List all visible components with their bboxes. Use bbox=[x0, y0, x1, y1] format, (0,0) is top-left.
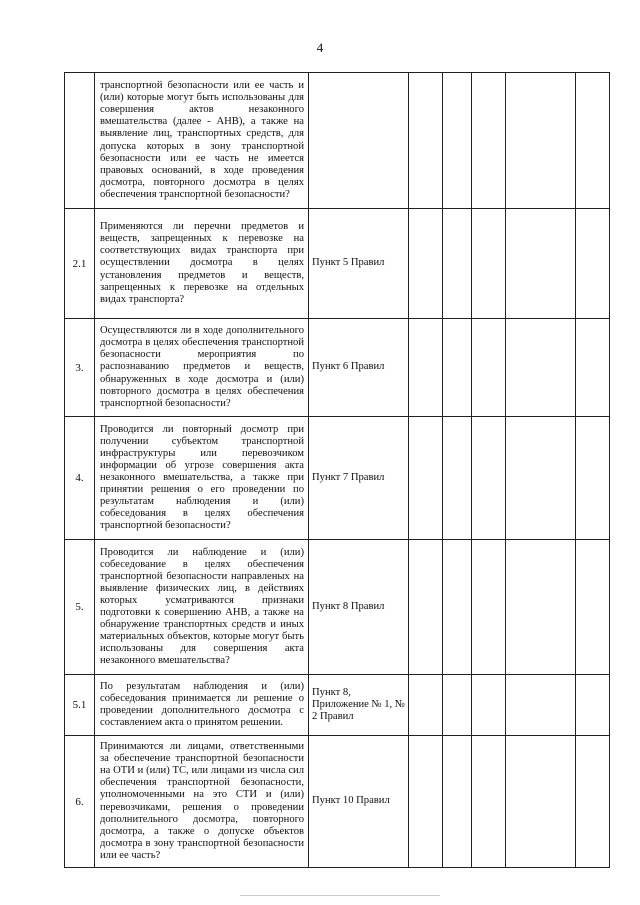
row-number: 5.1 bbox=[65, 675, 95, 736]
answer-cell[interactable] bbox=[576, 73, 610, 209]
reference-text: Пункт 7 Правил bbox=[312, 471, 385, 483]
answer-cell[interactable] bbox=[409, 675, 443, 736]
table-row bbox=[65, 736, 610, 868]
row-number bbox=[65, 73, 95, 209]
answer-cell[interactable] bbox=[443, 736, 472, 868]
question-text: транспортной безопасности или ее часть и (или) которые могут быть использованы для совершения актов незаконного вмешательства (далее - АНВ), а также на выявление лиц, транспортных средств, для допуска которых в зону транспортной безопасности или ее часть не имеется правовых оснований, в ходе проведения досмотра, повторного досмотра в целях обеспечения транспортной безопасности? bbox=[100, 80, 304, 200]
answer-cell[interactable] bbox=[506, 675, 576, 736]
row-number: 2.1 bbox=[65, 209, 95, 319]
answer-cell[interactable] bbox=[472, 675, 506, 736]
answer-cell[interactable] bbox=[409, 319, 443, 417]
answer-cell[interactable] bbox=[443, 417, 472, 540]
question-text: По результатам наблюдения и (или) собеседования принимается ли решение о проведении дополнительного досмотра с составлением акта о принятом решении. bbox=[100, 680, 304, 729]
reference-text: Пункт 10 Правил bbox=[312, 795, 390, 807]
answer-cell[interactable] bbox=[576, 319, 610, 417]
question-text: Проводится ли наблюдение и (или) собеседование в целях обеспечения транспортной безопасности направленых на выявление физических лиц, в действиях которых усматриваются признаки подготовки к совершению АНВ, а также на обнаружение транспортных средств и иных материальных объектов, которые могут быть использованы для совершения акта незаконного вмешательства? bbox=[100, 546, 304, 667]
answer-cell[interactable] bbox=[506, 417, 576, 540]
table-row bbox=[65, 209, 610, 319]
answer-cell[interactable] bbox=[409, 417, 443, 540]
row-number: 5. bbox=[65, 540, 95, 675]
answer-cell[interactable] bbox=[472, 319, 506, 417]
question-text: Осуществляются ли в ходе дополнительного досмотра в целях обеспечения транспортной безопасности мероприятия по распознаванию предметов и веществ, обнаруженных в ходе досмотра и (или) повторного досмотра в целях обеспечения транспортной безопасности? bbox=[100, 325, 304, 409]
answer-cell[interactable] bbox=[409, 736, 443, 868]
answer-cell[interactable] bbox=[443, 675, 472, 736]
table-row bbox=[65, 417, 610, 540]
question-text: Проводится ли повторный досмотр при получении субъектом транспортной инфраструктуры или перевозчиком информации об угрозе совершения акта незаконного вмешательства, а также при принятии решения о его проведении по результатам наблюдения и (или) собеседования в целях обеспечения транспортной безопасности? bbox=[100, 423, 304, 532]
answer-cell[interactable] bbox=[472, 209, 506, 319]
answer-cell[interactable] bbox=[472, 73, 506, 209]
answer-cell[interactable] bbox=[409, 209, 443, 319]
row-number: 3. bbox=[65, 319, 95, 417]
table-row bbox=[65, 73, 610, 209]
table-row bbox=[65, 319, 610, 417]
answer-cell[interactable] bbox=[472, 417, 506, 540]
reference-text: Пункт 6 Правил bbox=[312, 361, 385, 373]
checklist-table bbox=[64, 72, 610, 868]
row-number: 4. bbox=[65, 417, 95, 540]
answer-cell[interactable] bbox=[443, 540, 472, 675]
answer-cell[interactable] bbox=[576, 675, 610, 736]
question-text: Применяются ли перечни предметов и веществ, запрещенных к перевозке на соответствующих видах транспорта при осуществлении досмотра в целях установления предметов и веществ, запрещенных к перевозке на отдельных видах транспорта? bbox=[100, 221, 304, 305]
answer-cell[interactable] bbox=[576, 736, 610, 868]
row-number: 6. bbox=[65, 736, 95, 868]
table-row bbox=[65, 675, 610, 736]
reference-text: Пункт 5 Правил bbox=[312, 257, 385, 269]
answer-cell[interactable] bbox=[443, 73, 472, 209]
answer-cell[interactable] bbox=[506, 209, 576, 319]
scan-edge-line bbox=[240, 895, 440, 896]
answer-cell[interactable] bbox=[576, 209, 610, 319]
reference-text: Пункт 8, Приложение № 1, № 2 Правил bbox=[312, 686, 405, 723]
answer-cell[interactable] bbox=[506, 319, 576, 417]
reference-text: Пункт 8 Правил bbox=[312, 600, 385, 612]
answer-cell[interactable] bbox=[506, 73, 576, 209]
page-number: 4 bbox=[316, 40, 324, 55]
table-row bbox=[65, 540, 610, 675]
answer-cell[interactable] bbox=[409, 73, 443, 209]
answer-cell[interactable] bbox=[443, 209, 472, 319]
question-text: Принимаются ли лицами, ответственными за обеспечение транспортной безопасности на ОТИ и (или) ТС, или лицами из числа сил обеспечения транспортной безопасности, уполномоченными на это СТИ и (или) перевозчиками, решения о проведении дополнительного досмотра, повторного досмотра, а также о допуске объектов досмотра в зону транспортной безопасности или ее часть? bbox=[100, 741, 304, 861]
answer-cell[interactable] bbox=[576, 540, 610, 675]
answer-cell[interactable] bbox=[409, 540, 443, 675]
answer-cell[interactable] bbox=[506, 736, 576, 868]
answer-cell[interactable] bbox=[506, 540, 576, 675]
answer-cell[interactable] bbox=[472, 736, 506, 868]
answer-cell[interactable] bbox=[472, 540, 506, 675]
answer-cell[interactable] bbox=[576, 417, 610, 540]
answer-cell[interactable] bbox=[443, 319, 472, 417]
